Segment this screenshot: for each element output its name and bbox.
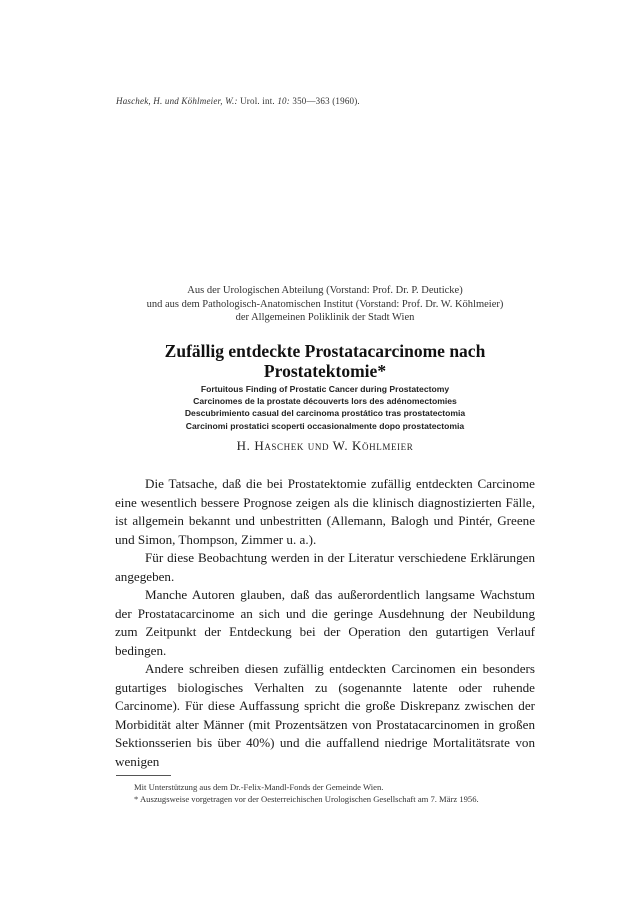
paragraph-2: Für diese Beobachtung werden in der Literatur verschiedene Erklärungen angegeben. — [115, 550, 535, 584]
affiliation-line-2: und aus dem Pathologisch-Anatomischen Institut (Vorstand: Prof. Dr. W. Köhlmeier) — [146, 298, 504, 310]
body-text — [115, 475, 535, 771]
title-line-2: Prostatektomie* — [263, 361, 387, 381]
citation-journal: Urol. int. — [240, 96, 275, 106]
affiliation-line-1: Aus der Urologischen Abteilung (Vorstand: Prof. Dr. P. Deuticke) — [187, 285, 463, 296]
paragraph-1: Die Tatsache, daß die bei Prostatektomie zufällig entdeckten Carcinome eine wesentlich bessere Prognose zeigen als die klinisch diagnostizierten Fälle, ist allgemein bekannt und unbestritten (Allemann, Balogh und Pintér, Greene und Simon, Thompson, Zimmer u. a.). — [115, 476, 535, 547]
footnote-2: * Auszugsweise vorgetragen vor der Oesterreichischen Urologischen Gesellschaft am 7. März 1956. — [134, 793, 479, 804]
paragraph-4: Andere schreiben diesen zufällig entdeckten Carcinomen ein besonders gutartiges biologisches Verhalten zu (sogenannte latente oder ruhende Carcinome). Für diese Auffassung spricht die große Diskrepanz zwischen der Morbidität alter Männer (mit Prozentsätzen von Prostatacarcinomen in großen Sektionsserien bis über 40%) und die auffallend niedrige Mortalitätsrate von wenigen — [115, 661, 535, 769]
paper-title — [120, 341, 530, 381]
title-line-1: Zufällig entdeckte Prostatacarcinome nach — [164, 341, 486, 361]
citation-volume: 10: — [277, 96, 290, 106]
subtitle-english: Fortuitous Finding of Prostatic Cancer during Prostatectomy — [200, 384, 450, 394]
subtitle-italian: Carcinomi prostatici scoperti occasionalmente dopo prostatectomia — [185, 420, 465, 431]
affiliation-line-3: der Allgemeinen Poliklinik der Stadt Wien — [235, 312, 415, 323]
translated-titles — [110, 383, 540, 432]
author-line: H. Haschek und W. Köhlmeier — [236, 438, 414, 453]
citation-line — [116, 96, 360, 106]
citation-pages-year: 350—363 (1960). — [292, 96, 360, 106]
footnote-1: Mit Unterstützung aus dem Dr.-Felix-Mandl-Fonds der Gemeinde Wien. — [134, 782, 384, 792]
footnote-divider — [116, 775, 171, 776]
paragraph-3: Manche Autoren glauben, daß das außerordentlich langsame Wachstum der Prostatacarcinome an sich und die geringe Ausdehnung der Neubildung zum Zeitpunkt der Entdeckung bei der Operation den gutartigen Verlauf bedingen. — [115, 587, 535, 658]
subtitle-spanish: Descubrimiento casual del carcinoma prostático tras prostatectomia — [184, 408, 466, 419]
affiliation — [100, 284, 550, 325]
footnotes — [116, 782, 536, 805]
subtitle-french: Carcinomes de la prostate découverts lors des adénomectomies — [193, 396, 457, 407]
citation-authors: Haschek, H. und Köhlmeier, W.: — [116, 96, 238, 106]
